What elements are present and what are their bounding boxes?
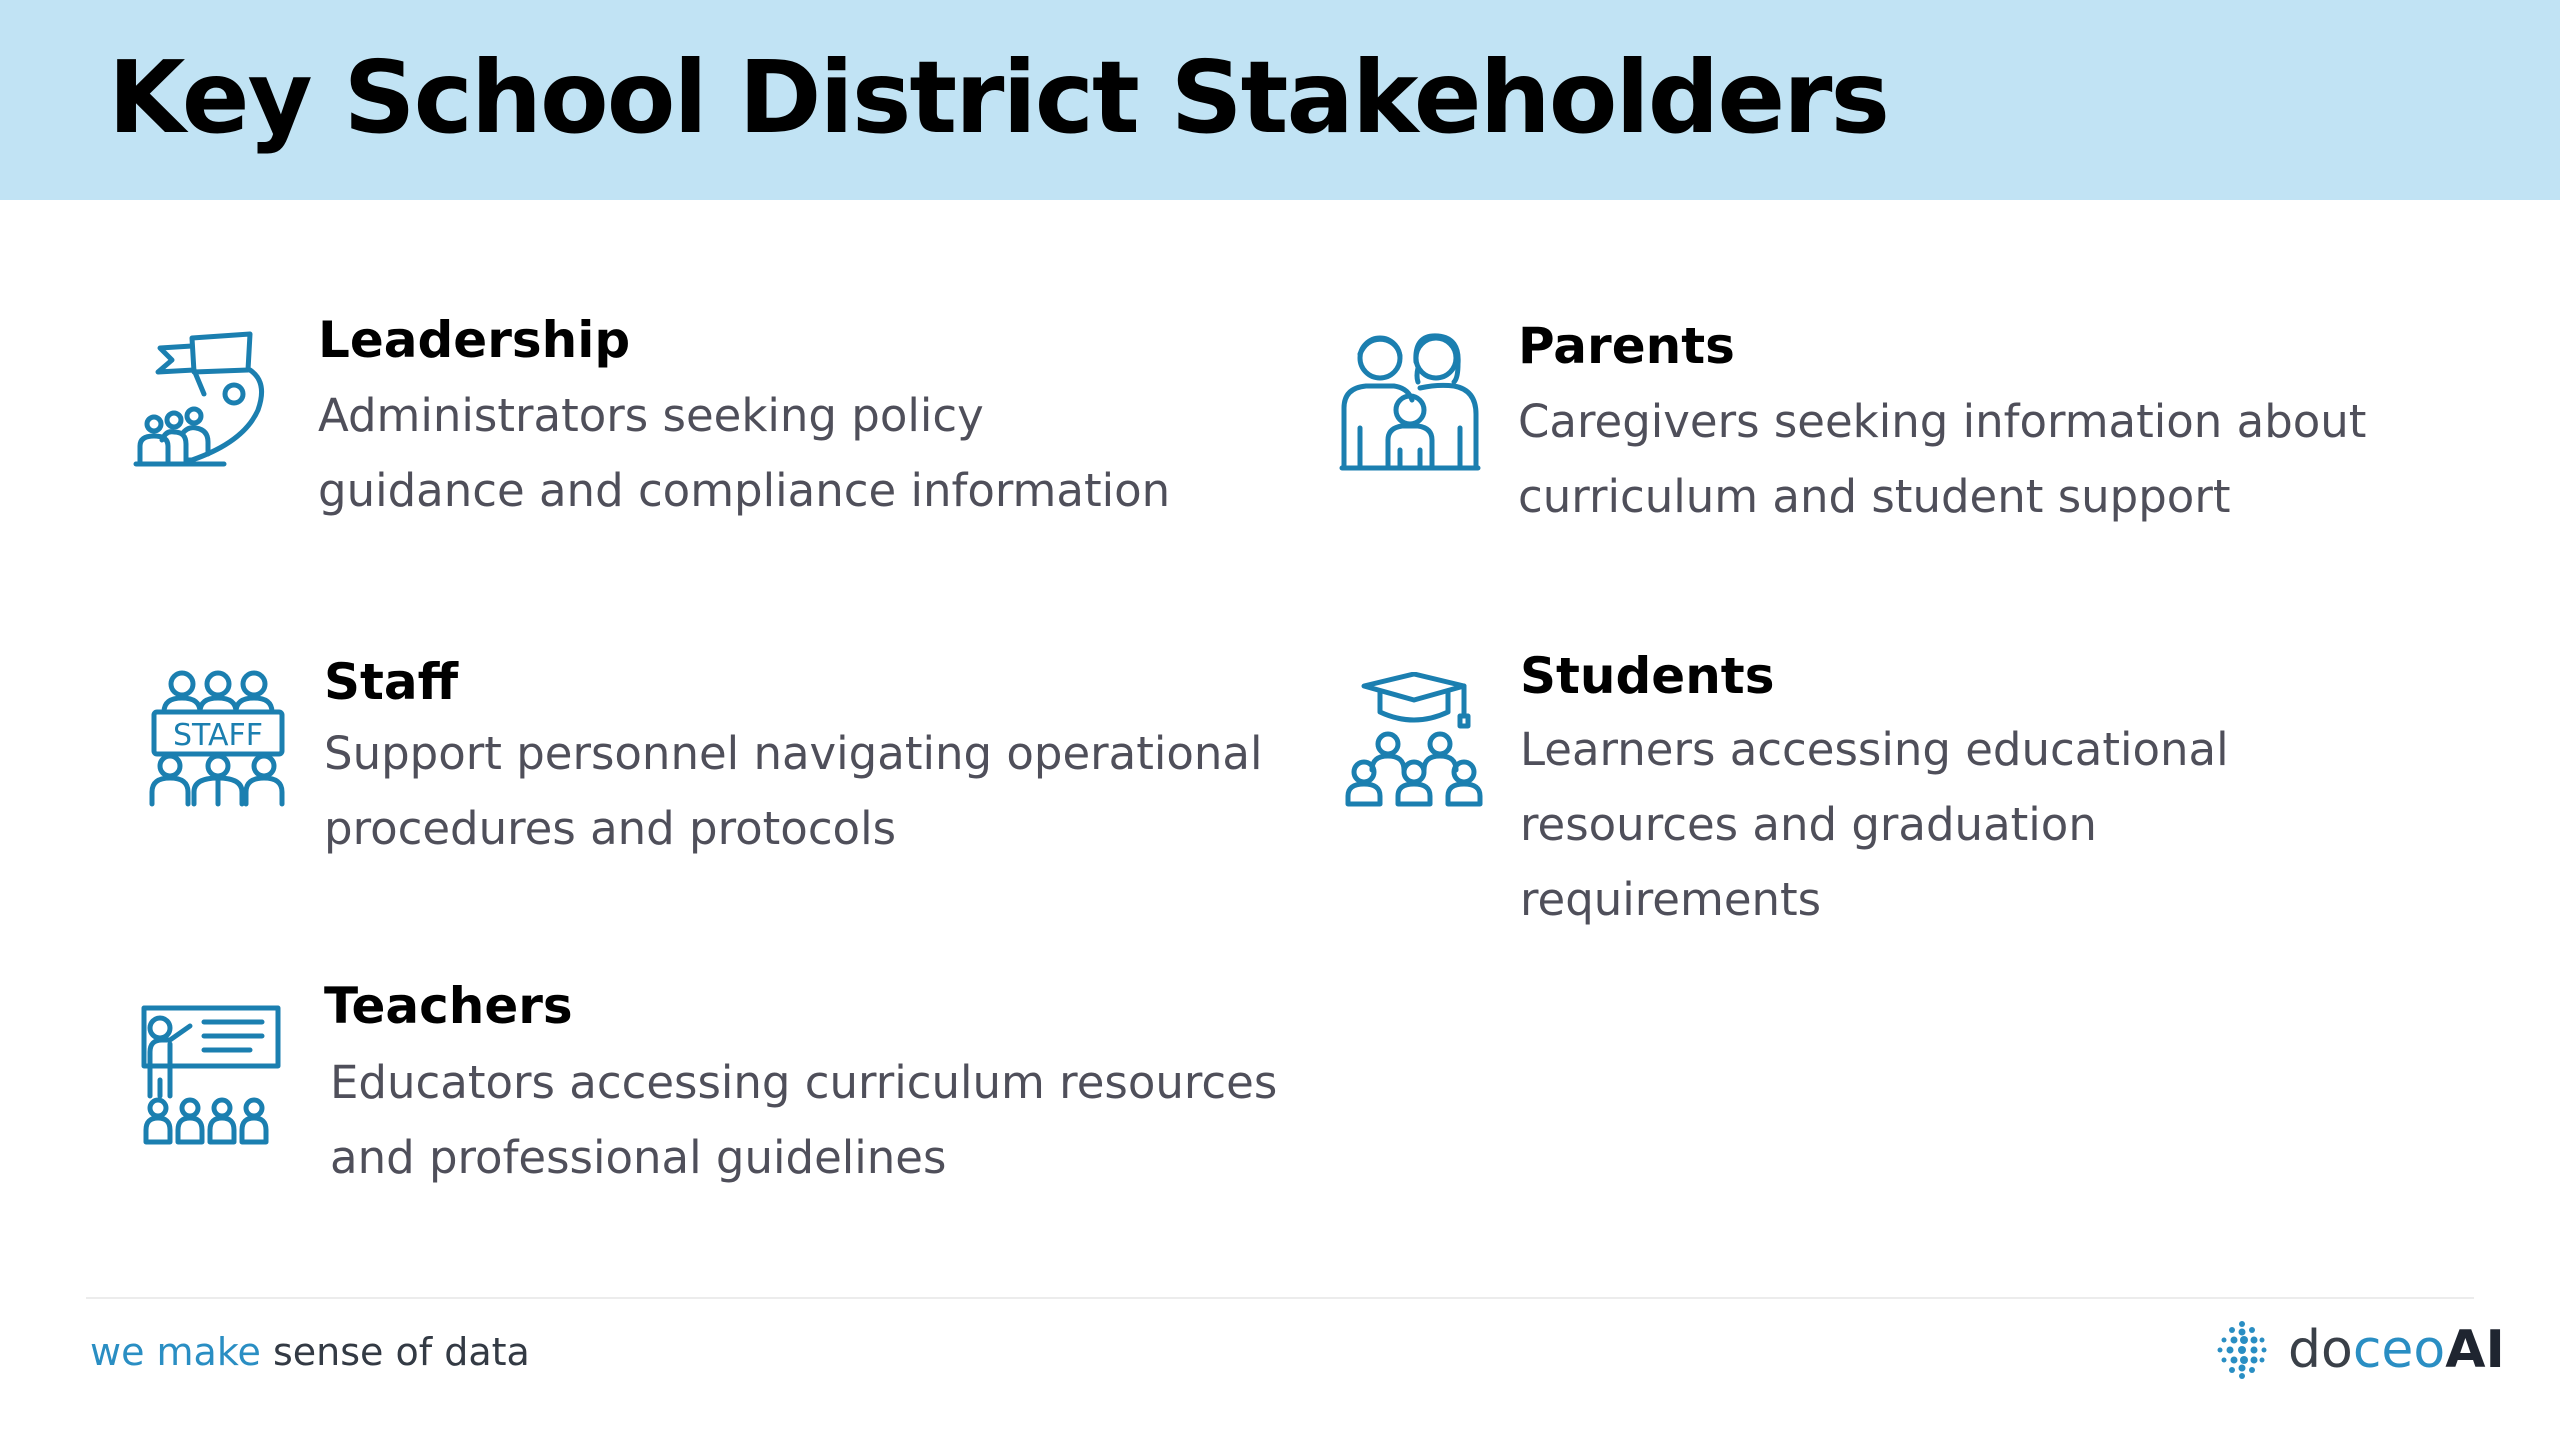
logo-wordmark <box>2288 1320 2505 1380</box>
parents-heading: Parents <box>1518 317 1735 375</box>
leadership-icon <box>132 330 272 470</box>
description-line: resources and graduation <box>1520 798 2097 851</box>
parents-icon <box>1338 328 1482 472</box>
leadership-description <box>318 378 1170 528</box>
staff-icon-label: STAFF <box>172 718 264 753</box>
description-line: and professional guidelines <box>330 1131 947 1184</box>
logo-part2: ceo <box>2352 1320 2446 1380</box>
title-banner <box>0 0 2560 200</box>
description-line: Support personnel navigating operational <box>324 727 1263 780</box>
description-line: Caregivers seeking information about <box>1518 395 2367 448</box>
description-line: requirements <box>1520 873 1822 926</box>
tagline-part2: sense of data <box>272 1330 530 1374</box>
staff-description <box>324 716 1263 866</box>
page-title: Key School District Stakeholders <box>108 39 1888 156</box>
logo-part3: AI <box>2445 1320 2505 1380</box>
staff-icon <box>148 668 288 808</box>
logo-part1: do <box>2288 1320 2353 1380</box>
students-icon <box>1344 672 1484 808</box>
description-line: Learners accessing educational <box>1520 723 2229 776</box>
teachers-description <box>330 1045 1277 1195</box>
doceo-ai-logo <box>2210 1318 2505 1388</box>
description-line: Administrators seeking policy <box>318 389 984 442</box>
staff-heading: Staff <box>324 653 459 711</box>
parents-description <box>1518 384 2366 534</box>
students-description <box>1520 712 2229 937</box>
teachers-heading: Teachers <box>324 977 573 1035</box>
teachers-icon <box>140 1004 282 1146</box>
logo-dots-icon <box>2210 1318 2274 1382</box>
students-heading: Students <box>1520 647 1775 705</box>
tagline-part1: we make <box>90 1330 261 1374</box>
description-line: procedures and protocols <box>324 802 897 855</box>
description-line: Educators accessing curriculum resources <box>330 1056 1278 1109</box>
footer-divider <box>86 1297 2474 1299</box>
leadership-heading: Leadership <box>318 311 631 369</box>
description-line: guidance and compliance information <box>318 464 1171 517</box>
footer-tagline <box>90 1330 530 1374</box>
description-line: curriculum and student support <box>1518 470 2231 523</box>
